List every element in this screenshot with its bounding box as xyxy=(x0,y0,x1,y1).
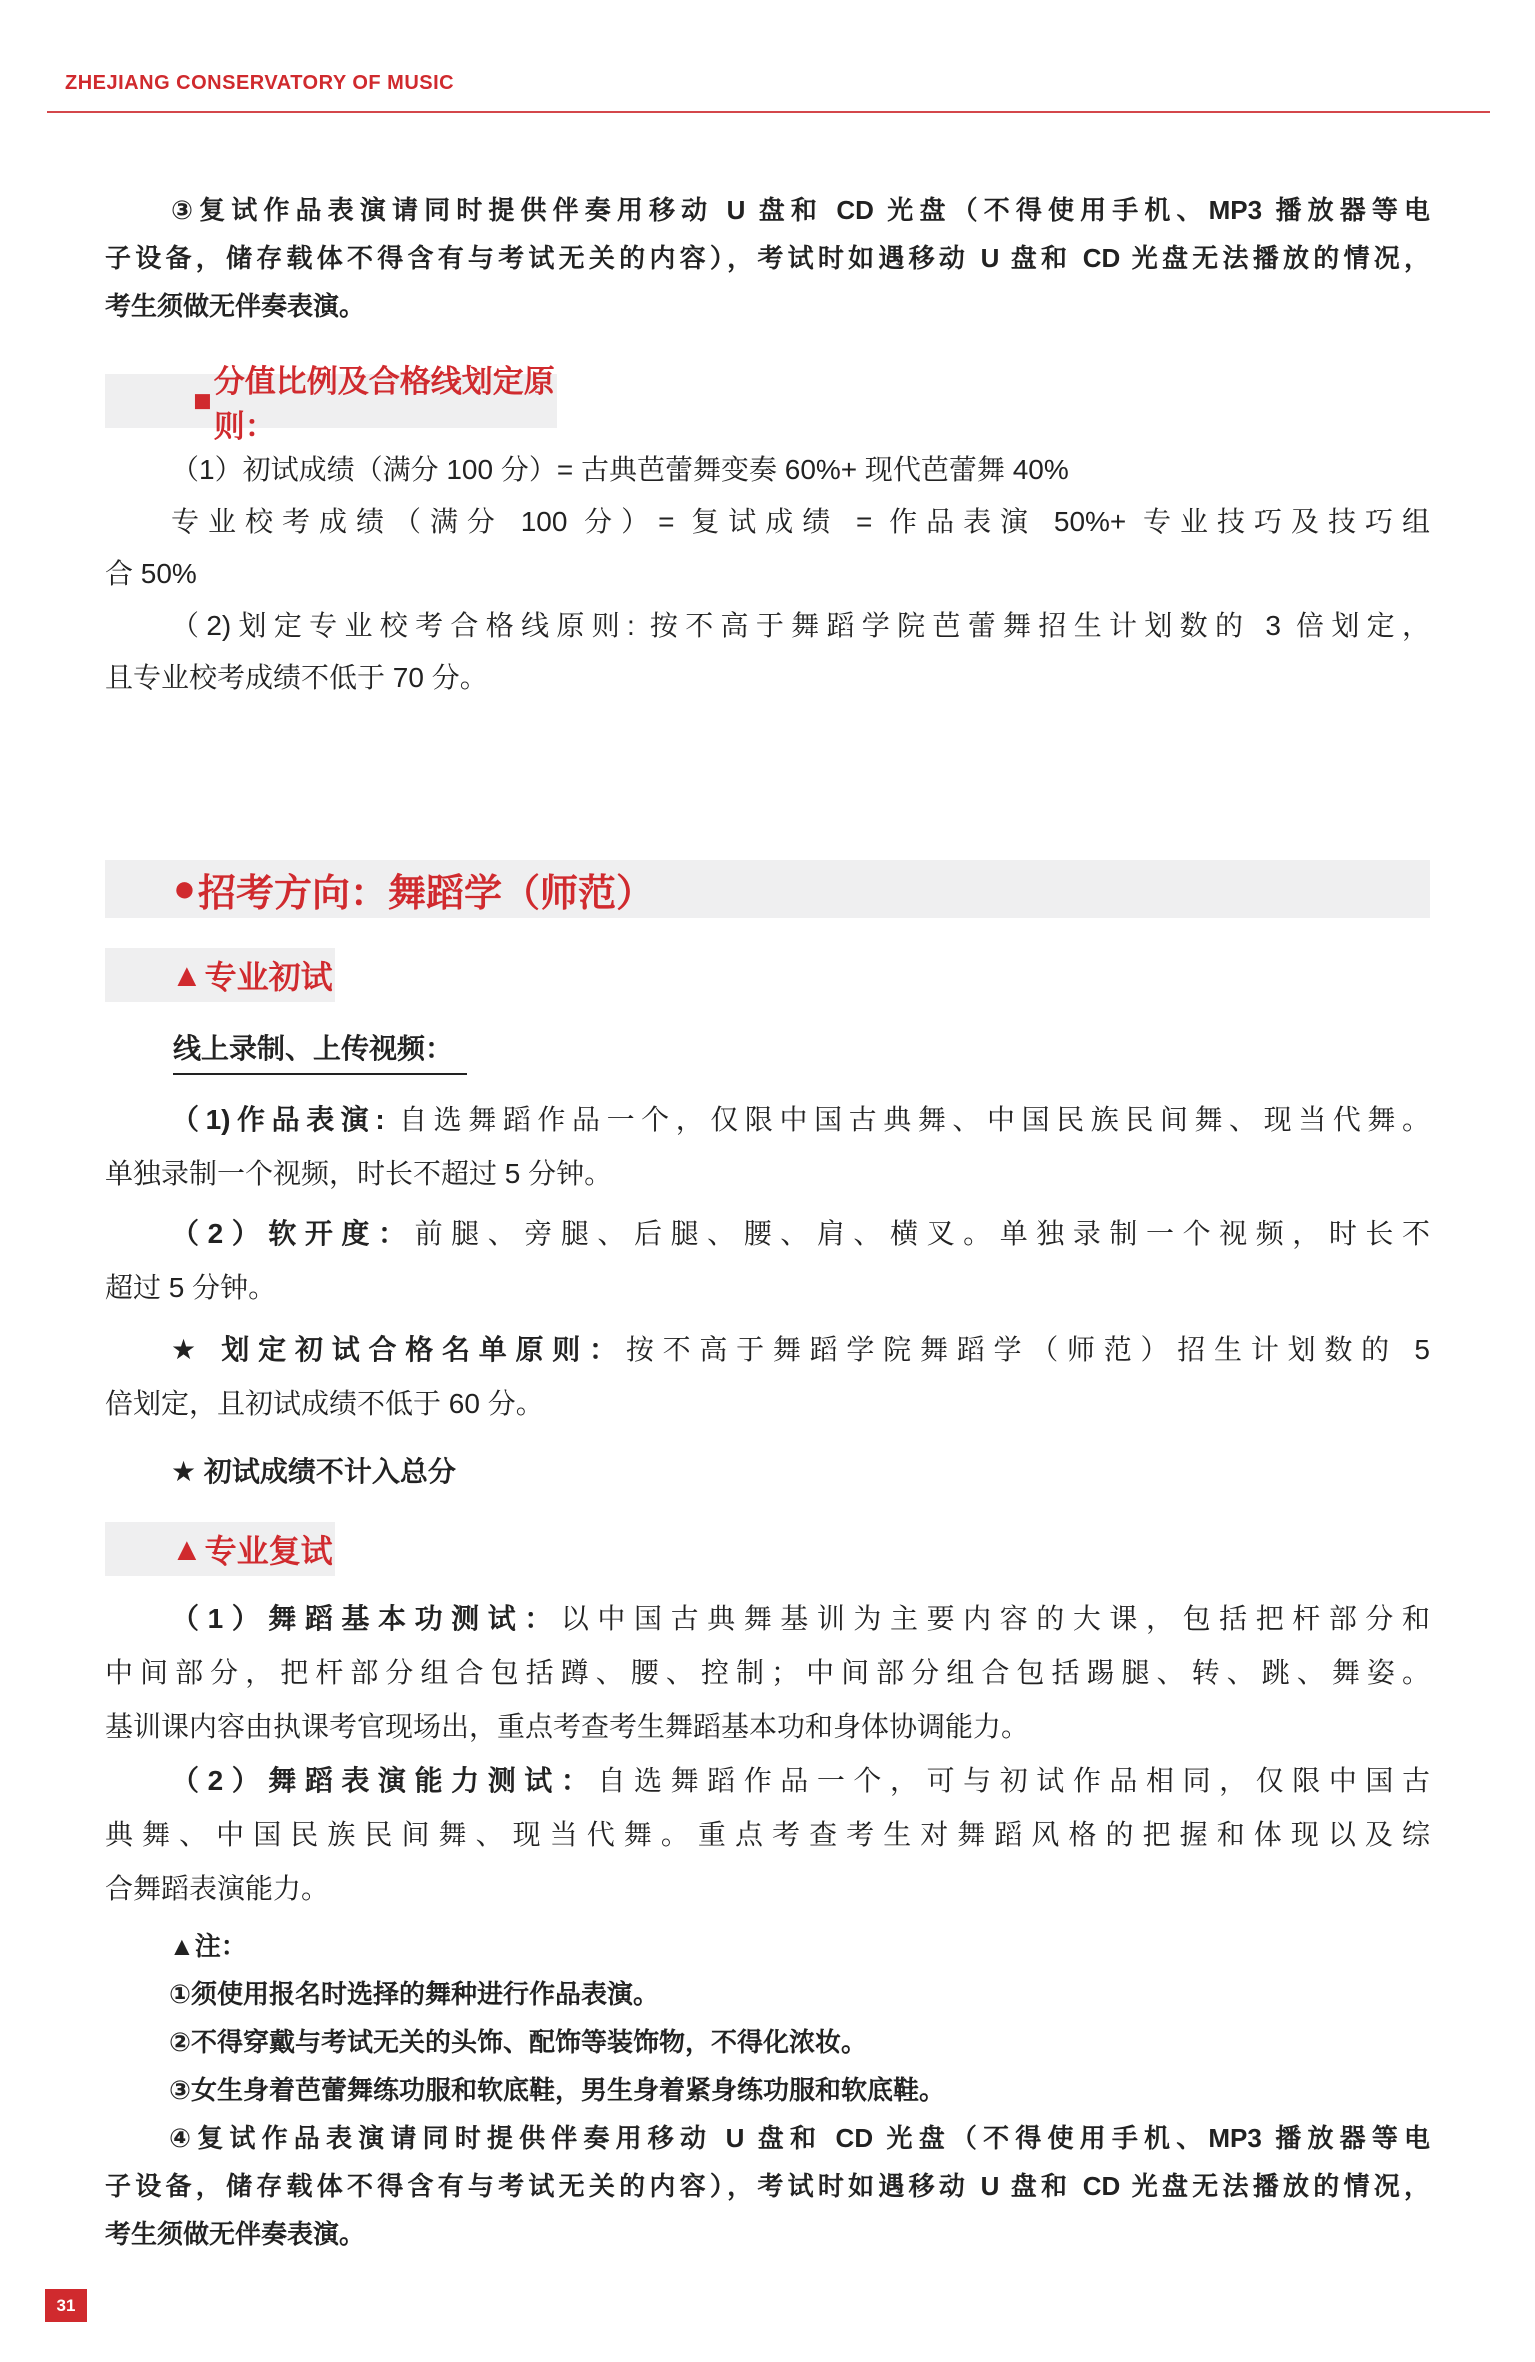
body-line: ★ 划定初试合格名单原则：按不高于舞蹈学院舞蹈学（师范）招生计划数的 5 xyxy=(171,1334,1430,1365)
major-heading-label: 招考方向：舞蹈学（师范） xyxy=(197,872,654,915)
body-line: ★ 初试成绩不计入总分 xyxy=(171,1456,456,1487)
note-item: 子设备，储存载体不得含有与考试无关的内容），考试时如遇移动 U 盘和 CD 光盘无法播放的情况， xyxy=(105,2171,1430,2201)
top-note-paragraph xyxy=(105,186,1430,330)
body-line: 超过 5 分钟。 xyxy=(105,1272,277,1303)
second-round-body xyxy=(105,1592,1430,1916)
subsection-heading-label: 专业初试 xyxy=(204,959,333,995)
body-line: （2）软开度：前腿、旁腿、后腿、腰、肩、横叉。单独录制一个视频，时长不 xyxy=(171,1218,1430,1249)
note-item: ③女生身着芭蕾舞练功服和软底鞋，男生身着紧身练功服和软底鞋。 xyxy=(169,2075,946,2105)
body-line: 合舞蹈表演能力。 xyxy=(105,1873,330,1904)
note-line: ③复试作品表演请同时提供伴奏用移动 U 盘和 CD 光盘（不得使用手机、MP3 播放器等电 xyxy=(171,195,1430,225)
item-lead: ★ 划定初试合格名单原则： xyxy=(171,1334,626,1365)
body-line: 中间部分，把杆部分组合包括蹲、腰、控制；中间部分组合包括踢腿、转、跳、舞姿。 xyxy=(105,1657,1430,1688)
note-item: ②不得穿戴与考试无关的头饰、配饰等装饰物，不得化浓妆。 xyxy=(169,2027,868,2057)
item-lead: （1)作品表演: xyxy=(171,1104,385,1135)
major-heading-direction xyxy=(105,860,1430,918)
subsection-heading-second-round xyxy=(105,1522,335,1576)
body-line: 合 50% xyxy=(105,558,197,589)
note-item: ④复试作品表演请同时提供伴奏用移动 U 盘和 CD 光盘（不得使用手机、MP3 播放器等电 xyxy=(169,2123,1430,2153)
item-lead: （1）舞蹈基本功测试： xyxy=(171,1603,561,1634)
notes-list xyxy=(105,1922,1430,2258)
page-number-badge: 31 xyxy=(45,2289,87,2322)
score-rules-body xyxy=(105,444,1430,704)
body-line: （1）舞蹈基本功测试：以中国古典舞基训为主要内容的大课，包括把杆部分和 xyxy=(171,1603,1430,1634)
circle-bullet-icon: ● xyxy=(173,867,196,910)
body-line: 典舞、中国民族民间舞、现当代舞。重点考查考生对舞蹈风格的把握和体现以及综 xyxy=(105,1819,1430,1850)
page-content xyxy=(105,0,1430,2258)
online-recording-subtitle: 线上录制、上传视频： xyxy=(105,1028,1430,1075)
subsection-heading-label: 专业复试 xyxy=(204,1533,333,1569)
notes-title: ▲注： xyxy=(169,1931,247,1961)
section-heading-label: 分值比例及合格线划定原则： xyxy=(213,364,555,444)
page-header-title: ZHEJIANG CONSERVATORY OF MUSIC xyxy=(65,72,455,94)
body-line: 基训课内容由执课考官现场出，重点考查考生舞蹈基本功和身体协调能力。 xyxy=(105,1711,1030,1742)
triangle-bullet-icon: ▲ xyxy=(171,956,203,993)
note-line: 考生须做无伴奏表演。 xyxy=(105,291,366,321)
note-item: ①须使用报名时选择的舞种进行作品表演。 xyxy=(169,1979,660,2009)
first-round-body xyxy=(105,1093,1430,1499)
body-line: 专业校考成绩（满分 100 分）= 复试成绩 = 作品表演 50%+ 专业技巧及技巧组 xyxy=(171,506,1430,537)
body-line: （2)划定专业校考合格线原则: 按不高于舞蹈学院芭蕾舞招生计划数的 3 倍划定， xyxy=(171,610,1430,641)
item-lead: （2）软开度： xyxy=(171,1218,415,1249)
body-line: 倍划定，且初试成绩不低于 60 分。 xyxy=(105,1388,544,1419)
triangle-bullet-icon: ▲ xyxy=(171,1530,203,1567)
body-line: （2）舞蹈表演能力测试：自选舞蹈作品一个，可与初试作品相同，仅限中国古 xyxy=(171,1765,1430,1796)
subsection-heading-first-round xyxy=(105,948,335,1002)
body-line: （1）初试成绩（满分 100 分）= 古典芭蕾舞变奏 60%+ 现代芭蕾舞 40% xyxy=(171,454,1069,485)
section-heading-score-rules xyxy=(105,364,557,444)
body-line: （1)作品表演: 自选舞蹈作品一个，仅限中国古典舞、中国民族民间舞、现当代舞。 xyxy=(171,1104,1430,1135)
body-line: 且专业校考成绩不低于 70 分。 xyxy=(105,662,488,693)
note-line: 子设备，储存载体不得含有与考试无关的内容），考试时如遇移动 U 盘和 CD 光盘无法播放的情况， xyxy=(105,243,1430,273)
body-line: 单独录制一个视频，时长不超过 5 分钟。 xyxy=(105,1158,613,1189)
square-bullet-icon: ■ xyxy=(193,383,212,418)
note-item: 考生须做无伴奏表演。 xyxy=(105,2219,366,2249)
item-lead: （2）舞蹈表演能力测试： xyxy=(171,1765,598,1796)
